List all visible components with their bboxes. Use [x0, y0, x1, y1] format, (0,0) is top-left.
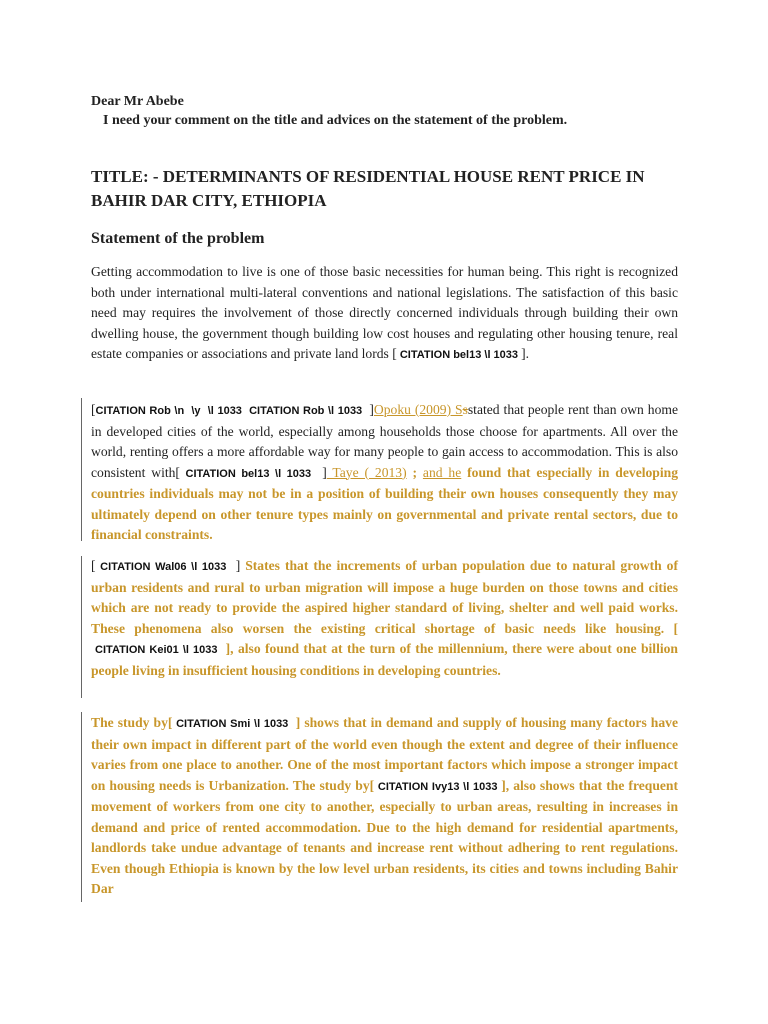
paragraph-1-end: ]. — [521, 346, 530, 361]
citation-field[interactable]: CITATION Rob \n \y \l 1033 CITATION Rob \l 1033 — [95, 405, 370, 417]
section-heading: Statement of the problem — [91, 230, 265, 247]
change-bar — [81, 556, 82, 698]
tracked-insertion[interactable]: and he — [422, 464, 462, 480]
bracket-open: [ — [91, 558, 96, 573]
highlighted-text: found that especially in developing countries individuals may not be in a position of building their own houses consequently they may ultimately depend on other tenure types mainly on governmental and private rental sectors, due to financial constraints. — [91, 464, 678, 542]
change-bar — [81, 712, 82, 902]
separator: ; — [406, 464, 423, 480]
highlighted-text: The study by[ — [91, 715, 173, 730]
tracked-insertion[interactable]: Taye ( 2013) — [326, 464, 407, 480]
citation-field[interactable]: CITATION Smi \l 1033 — [172, 718, 296, 730]
citation-field[interactable]: CITATION Wal06 \l 1033 — [95, 561, 236, 573]
highlighted-text: ] shows that in demand and supply of housing many factors have their own impact in different part of the world even though the extent and degree of their influence varies from one place to another. One of the most important factors which impose a stronger impact on housing needs is Urbanization. The study by[ — [91, 715, 678, 793]
paragraph-1 — [91, 262, 678, 366]
paragraph-4 — [91, 713, 678, 900]
paragraph-3 — [91, 556, 678, 681]
bracket-close: ] — [235, 558, 241, 573]
bracket-close: ] — [369, 402, 374, 417]
bracket-close: ] — [322, 464, 327, 480]
bracket-open: [ — [91, 402, 96, 417]
document-title: TITLE: - DETERMINANTS OF RESIDENTIAL HOUSE RENT PRICE IN BAHIR DAR CITY, ETHIOPIA — [91, 167, 645, 210]
change-bar — [81, 398, 82, 541]
salutation: Dear Mr Abebe — [91, 94, 184, 109]
citation-field[interactable]: CITATION bel13 \l 1033 — [396, 349, 522, 361]
citation-field[interactable]: CITATION bel13 \l 1033 — [179, 467, 323, 480]
comment-request: I need your comment on the title and advices on the statement of the problem. — [103, 113, 568, 128]
paragraph-2-text: stated that people rent than own home in developed cities of the world, especially among households those choose for apartments. All over the world, renting offers a more affordable way for many people to gain access to accommodation. This is also consistent with[ — [91, 402, 678, 480]
paragraph-1-text: Getting accommodation to live is one of those basic necessities for human being. This right is recognized both under international multi-lateral conventions and national legislations. The satisfaction of this basic need may requires the involvement of those directly concerned individuals through building their own dwelling house, the government though building low cost houses and regulating other housing tenure, real estate companies or associations and private land lords [ — [91, 264, 678, 361]
tracked-deletion[interactable]: s — [462, 402, 468, 417]
tracked-insertion[interactable]: Opoku (2009) S — [373, 402, 463, 417]
highlighted-text: ], also found that at the turn of the millennium, there were about one billion people living in insufficient housing conditions in developing countries. — [91, 641, 678, 678]
paragraph-2 — [91, 400, 678, 546]
citation-field[interactable]: CITATION Kei01 \l 1033 — [91, 644, 226, 656]
highlighted-text: States that the increments of urban population due to natural growth of urban residents and rural to urban migration will impose a huge burden on those towns and cities which are not ready to provide the aspired higher standard of living, shelter and well paid works. These phenomena also worsen the existing critical shortage of basic needs like housing. [ — [91, 558, 678, 636]
highlighted-text: ], also shows that the frequent movement of workers from one city to another, especially to urban areas, resulting in increases in demand and price of rented accommodation. Due to the high demand for residential apartments, landlords take undue advantage of tenants and increase rent without adhering to rent regulations. Even though Ethiopia is known by the low level urban residents, its cities and towns including Bahir Dar — [91, 777, 679, 896]
citation-field[interactable]: CITATION Ivy13 \l 1033 — [374, 780, 502, 793]
